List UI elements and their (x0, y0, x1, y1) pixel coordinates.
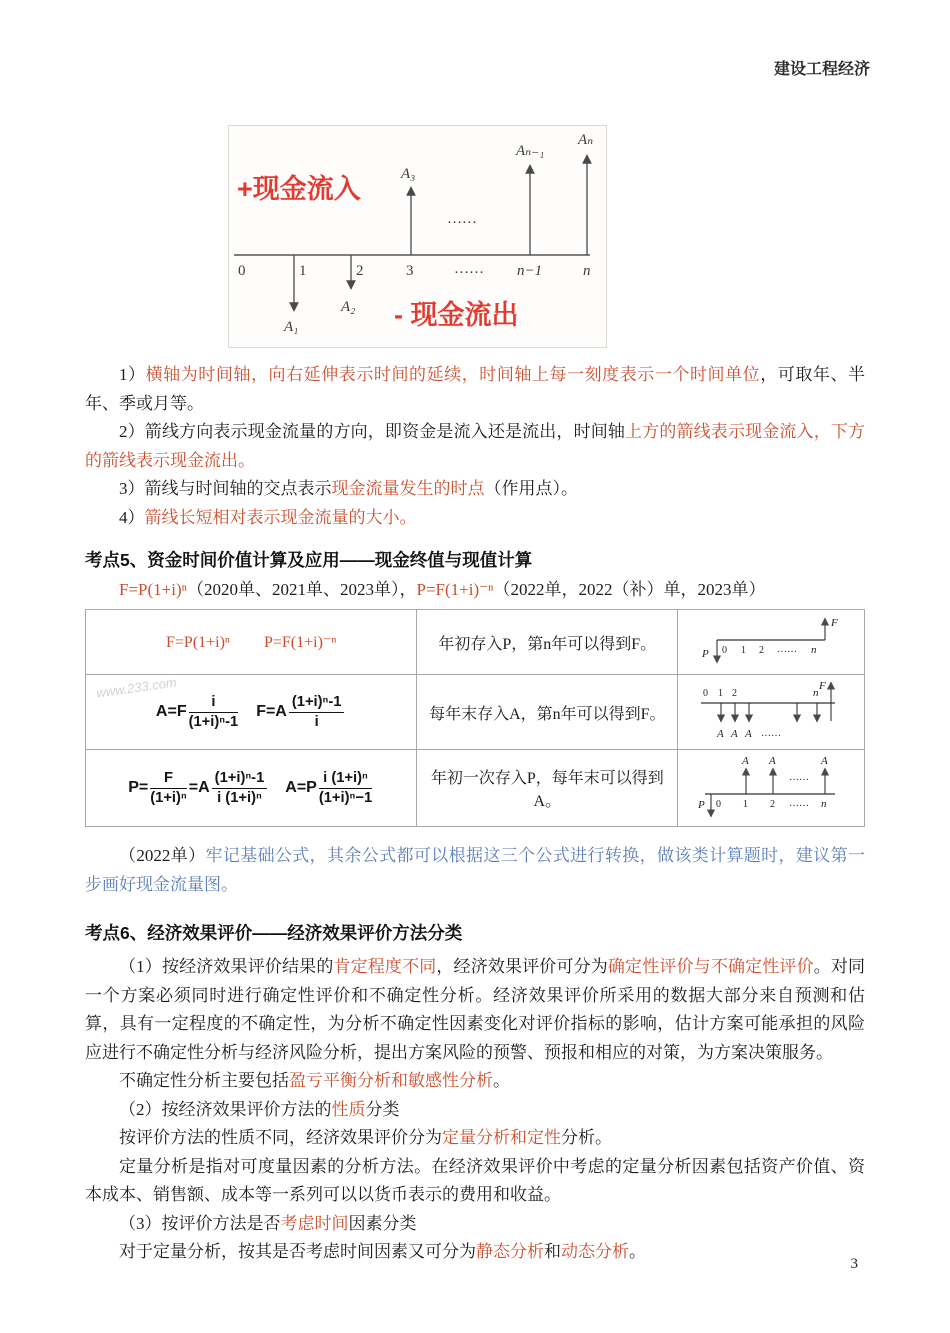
mini1-f-label: F (831, 617, 838, 629)
mini3-a2: A (769, 755, 776, 767)
paragraph-2: 不确定性分析主要包括盈亏平衡分析和敏感性分析。 (119, 1071, 510, 1090)
formula-group (92, 770, 410, 807)
tick-2: 2 (356, 263, 364, 279)
tip-2022-paragraph: （2022单）牢记基础公式，其余公式都可以根据这三个公式进行转换，做该类计算题时，建议第一步画好现金流量图。 (85, 846, 866, 894)
mini-diagram-1 (691, 612, 851, 672)
mini1-tick-0: 0 (722, 645, 728, 656)
watermark: www.233.com (95, 674, 178, 701)
kaodian5-formula-line: F=P(1+i)ⁿ（2020单、2021单、2023单），P=F(1+i)⁻ⁿ（2022单，2022（补）单，2023单） (119, 580, 766, 599)
label-a2: A₂ (341, 299, 356, 315)
tick-n: n (583, 263, 591, 279)
mini2-tick-1: 1 (718, 688, 724, 699)
mini1-tick-n: n (811, 644, 817, 656)
mini-diagram-cell (678, 675, 865, 750)
kaodian6-heading: 考点6、经济效果评价——经济效果评价方法分类 (85, 923, 463, 943)
outflow-label: - 现金流出 (394, 300, 519, 330)
mini2-a2: A (731, 728, 738, 740)
mini2-tick-n: n (813, 687, 819, 699)
table-row-3 (86, 750, 865, 827)
tick-n-1: n−1 (517, 263, 543, 279)
mini-diagram-2 (691, 677, 851, 747)
diagram-notes (85, 361, 865, 532)
formula-a-from-p: A=P $\frac{\text{i (1+i)ⁿ}}{\text{(1+i)ⁿ−1}}$ (285, 769, 373, 806)
inflow-label: +现金流入 (237, 174, 361, 204)
paragraph-1: （1）按经济效果评价结果的肯定程度不同，经济效果评价可分为确定性评价与不确定性评价。对同一个方案必须同时进行确定性评价和不确定性分析。经济效果评价所采用的数据大部分来自预测和估算，具有一定程度的不确定性，为分析不确定性因素变化对评价指标的影响，估计方案可能承担的风险应进行不确定性分析与经济风险分析，提出方案风险的预警、预报和相应的对策，为方案决策服务。 (85, 957, 866, 1062)
dots-above-axis: …… (447, 211, 477, 227)
mini3-tick-n: n (821, 798, 827, 810)
mini-diagram-3 (691, 752, 851, 824)
mini-diagram-cell (678, 750, 865, 827)
label-an: Aₙ (578, 132, 594, 148)
note-item-2: 2）箭线方向表示现金流量的方向，即资金是流入还是流出，时间轴上方的箭线表示现金流入，下方的箭线表示现金流出。 (85, 422, 866, 470)
formula-cell (86, 750, 417, 827)
mini2-f-label: F (819, 680, 826, 692)
paragraph-4: 按评价方法的性质不同，经济效果评价分为定量分析和定性分析。 (119, 1128, 612, 1147)
mini2-a1: A (717, 728, 724, 740)
description-cell: 每年末存入A，第n年可以得到F。 (417, 675, 678, 750)
note-item-3: 3）箭线与时间轴的交点表示现金流量发生的时点（作用点）。 (119, 479, 578, 498)
mini2-a-dots: …… (761, 728, 782, 739)
mini3-a1: A (742, 755, 749, 767)
mini3-tick-0: 0 (716, 799, 722, 810)
table-row-1 (86, 610, 865, 675)
note-item-1: 1）横轴为时间轴，向右延伸表示时间的延续，时间轴上每一刻度表示一个时间单位，可取年、半年、季或月等。 (85, 365, 866, 413)
table-row-2 (86, 675, 865, 750)
mini3-tick-2: 2 (770, 799, 776, 810)
formula-fpn: F=P(1+i)ⁿ (165, 634, 230, 651)
mini1-tick-dots: …… (777, 644, 798, 655)
mini2-tick-0: 0 (703, 688, 709, 699)
cashflow-diagram-figure (228, 125, 607, 348)
page-number: 3 (850, 1256, 858, 1272)
tick-0: 0 (238, 263, 246, 279)
mini3-p-label: P (698, 799, 705, 811)
kaodian6-body (85, 953, 865, 1267)
note-item-4: 4）箭线长短相对表示现金流量的大小。 (119, 507, 417, 527)
label-a1: A₁ (284, 319, 299, 335)
mini3-a3: A (821, 755, 828, 767)
tick-3: 3 (406, 263, 414, 279)
description-cell: 年初存入P，第n年可以得到F。 (417, 610, 678, 675)
tick-dots: …… (454, 261, 484, 277)
formula-f-from-a: F=A $\frac{\text{(1+i)ⁿ-1}}{i}$ (256, 694, 346, 731)
mini-diagram-cell (678, 610, 865, 675)
formula-table (85, 609, 865, 827)
paragraph-6: （3）按评价方法是否考虑时间因素分类 (119, 1213, 417, 1233)
document-header-title: 建设工程经济 (773, 61, 870, 78)
mini2-a3: A (745, 728, 752, 740)
document-content (0, 361, 950, 1267)
mini3-tick-1: 1 (743, 799, 749, 810)
formula-cell (86, 610, 417, 675)
tick-1: 1 (299, 263, 307, 279)
paragraph-7: 对于定量分析，按其是否考虑时间因素又可分为静态分析和动态分析。 (119, 1242, 646, 1261)
kaodian5-heading: 考点5、资金时间价值计算及应用——现金终值与现值计算 (85, 550, 533, 570)
paragraph-5: 定量分析是指对可度量因素的分析方法。在经济效果评价中考虑的定量分析因素包括资产价值、资本成本、销售额、成本等一系列可以以货币表示的费用和收益。 (85, 1156, 865, 1204)
mini1-p-label: P (702, 648, 709, 660)
cashflow-diagram-svg (229, 126, 604, 345)
description-cell: 年初一次存入P，每年末可以得到A。 (417, 750, 678, 827)
mini3-tick-dots: …… (789, 798, 810, 809)
formula-p-from-f-a: P= $\frac{F}{\text{(1+i)ⁿ}}$ =A $\frac{\text{(1+i)ⁿ-1}}{\text{i (1+i)ⁿ}}$ (128, 770, 269, 807)
formula-cell (86, 675, 417, 750)
formula-pfn: P=F(1+i)⁻ⁿ (263, 634, 337, 651)
mini1-tick-1: 1 (741, 645, 747, 656)
mini1-tick-2: 2 (759, 645, 765, 656)
paragraph-3: （2）按经济效果评价方法的性质分类 (119, 1099, 400, 1119)
formula-a-from-f: A=F $\frac{i}{\text{(1+i)ⁿ-1}}$ (155, 693, 239, 730)
mini3-a-dots: …… (789, 772, 810, 783)
mini2-tick-2: 2 (732, 688, 738, 699)
label-a3: A₃ (401, 166, 416, 182)
formula-group (92, 674, 410, 731)
label-an-1: Aₙ₋₁ (516, 143, 545, 159)
